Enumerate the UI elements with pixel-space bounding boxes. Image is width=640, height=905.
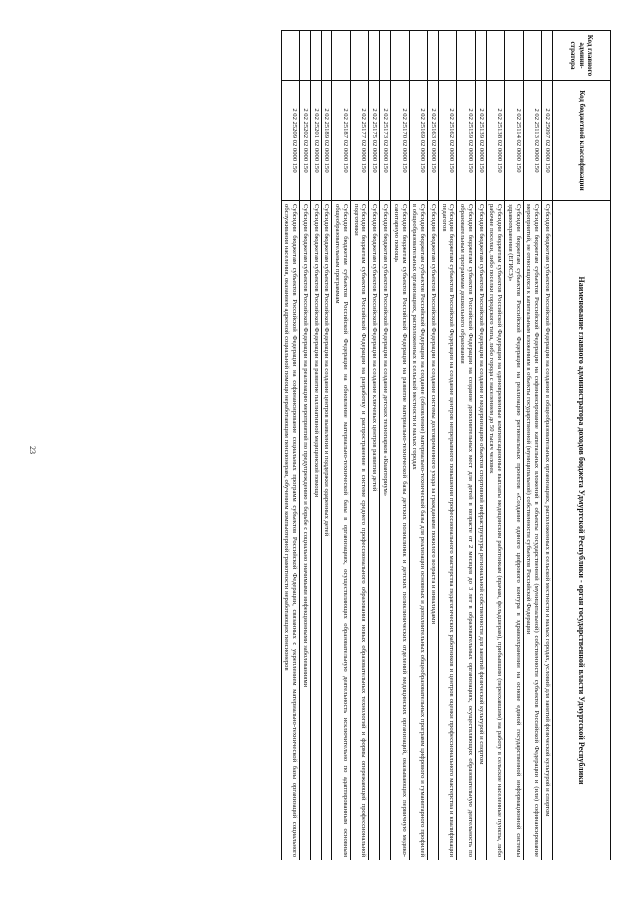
cell-budget-code: 2 02 25173 02 0000 150: [380, 81, 391, 201]
header-admin-code: Код главного админи-стратора: [553, 31, 611, 81]
header-budget-code: Код бюджетной классификации: [553, 81, 611, 201]
cell-budget-code: 2 02 25139 02 0000 150: [475, 81, 486, 201]
rotated-table-wrapper: [48, 30, 611, 860]
cell-admin-code: [542, 31, 553, 81]
cell-admin-code: [281, 31, 300, 81]
cell-revenue-name: Субсидии бюджетам субъектов Российской Федерации на создание центров непрерывного повышения профессионального мастерства педагогических работников и центров оценки профессионального мастерства и квалификации педагогов: [438, 201, 457, 861]
cell-admin-code: [438, 31, 457, 81]
cell-budget-code: 2 02 25114 02 0000 150: [505, 81, 524, 201]
cell-revenue-name: Субсидии бюджетам субъектов Российской Федерации на разработку и распространение в системе среднего профессионального образования новых образовательных технологий и формы опережающей профессиональной подготовки: [350, 201, 369, 861]
table-row: [380, 31, 391, 861]
table-row: [369, 31, 380, 861]
table-row: [542, 31, 553, 861]
header-admin-name: Наименование главного администратора доходов бюджета Удмуртской Республики - орган государственной власти Удмуртской Республики: [553, 201, 611, 861]
cell-admin-code: [409, 31, 428, 81]
cell-budget-code: 2 02 25170 02 0000 150: [390, 81, 409, 201]
cell-budget-code: 2 02 25189 02 0000 150: [321, 81, 332, 201]
table-row: [457, 31, 476, 861]
table-row: [390, 31, 409, 861]
table-row: [300, 31, 311, 861]
table-row: [409, 31, 428, 861]
cell-budget-code: 2 02 25169 02 0000 150: [409, 81, 428, 201]
cell-budget-code: 2 02 25162 02 0000 150: [438, 81, 457, 201]
table-row: [438, 31, 457, 861]
page-number: 23: [28, 446, 37, 454]
cell-admin-code: [321, 31, 332, 81]
table-row: [505, 31, 524, 861]
cell-budget-code: 2 02 25097 02 0000 150: [542, 81, 553, 201]
cell-revenue-name: Субсидии бюджетам субъектов Российской Федерации на софинансирование социальных программ субъектов Российской Федерации, связанных с укреплением материально-технической базы организаций социального обслуживания населения, оказанием адресной социальной помощи неработающим пенсионерам, обучением компьютерной грамотности неработающих пенсионеров: [281, 201, 300, 861]
document-sheet: [48, 30, 611, 860]
cell-budget-code: 2 02 25177 02 0000 150: [350, 81, 369, 201]
cell-revenue-name: Субсидии бюджетам субъектов Российской Федерации на создание дополнительных мест для детей в возрасте от 2 месяцев до 3 лет в образовательных организациях, осуществляющих образовательную деятельность по образовательным программам дошкольного образования: [457, 201, 476, 861]
table-row: [486, 31, 505, 861]
cell-budget-code: 2 02 25209 02 0000 150: [281, 81, 300, 201]
table-row: [321, 31, 332, 861]
cell-revenue-name: Субсидии бюджетам субъектов Российской Федерации на реализацию региональных проектов «Создание единого цифрового контура в здравоохранении на основе единой государственной информационной системы здравоохранения (ЕГИСЗ)»: [505, 201, 524, 861]
cell-revenue-name: Субсидии бюджетам субъектов Российской Федерации на софинансирование капитальных вложений в объекты государственной (муниципальной) собственности субъектов Российской Федерации и (или) софинансирование мероприятий, не относящихся к капитальным вложениям в объекты государственной (муниципальной) собственности субъектов Российской Федерации: [523, 201, 542, 861]
cell-admin-code: [428, 31, 439, 81]
cell-revenue-name: Субсидии бюджетам субъектов Российской Федерации на создание и модернизацию объектов спортивной инфраструктуры региональной собственности для занятий физической культурой и спортом: [475, 201, 486, 861]
table-header-row: [553, 31, 611, 861]
cell-admin-code: [475, 31, 486, 81]
cell-revenue-name: Субсидии бюджетам субъектов Российской Федерации на создание системы долговременного ухода за гражданами пожилого возраста и инвалидами: [428, 201, 439, 861]
table-row: [310, 31, 321, 861]
table-row: [428, 31, 439, 861]
cell-revenue-name: Субсидии бюджетам субъектов Российской Федерации на создание детских технопарков «Кванториум»: [380, 201, 391, 861]
cell-revenue-name: Субсидии бюджетам субъектов Российской Федерации на создание в общеобразовательных организациях, расположенных в сельской местности и малых городах, условий для занятий физической культурой и спортом: [542, 201, 553, 861]
cell-budget-code: 2 02 25163 02 0000 150: [428, 81, 439, 201]
cell-admin-code: [523, 31, 542, 81]
table-row: [523, 31, 542, 861]
cell-admin-code: [332, 31, 351, 81]
table-row: [350, 31, 369, 861]
table-row: [475, 31, 486, 861]
cell-admin-code: [369, 31, 380, 81]
cell-admin-code: [350, 31, 369, 81]
cell-admin-code: [380, 31, 391, 81]
cell-admin-code: [310, 31, 321, 81]
revenue-admin-table: [281, 30, 611, 860]
cell-revenue-name: Субсидии бюджетам субъектов Российской Федерации на развитие паллиативной медицинской помощи: [310, 201, 321, 861]
cell-budget-code: 2 02 25113 02 0000 150: [523, 81, 542, 201]
cell-revenue-name: Субсидии бюджетам субъектов Российской Федерации на единовременные компенсационные выплаты медицинским работникам (врачам, фельдшерам), прибывшим (переехавшим) на работу в сельские населенные пункты, либо рабочие поселки, либо поселки городского типа, либо города с населением до 50 тысяч человек: [486, 201, 505, 861]
cell-revenue-name: Субсидии бюджетам субъектов Российской Федерации на развитие материально-технической базы детских поликлиник и детских поликлинических отделений медицинских организаций, оказывающих первичную медико-санитарную помощь: [390, 201, 409, 861]
cell-revenue-name: Субсидии бюджетам субъектов Российской Федерации на создание ключевых центров развития детей: [369, 201, 380, 861]
cell-admin-code: [486, 31, 505, 81]
cell-revenue-name: Субсидии бюджетам субъектов Российской Федерации на обновление материально-технической базы в организациях, осуществляющих образовательную деятельность исключительно по адаптированным основным общеобразовательным программам: [332, 201, 351, 861]
cell-budget-code: 2 02 25201 02 0000 150: [310, 81, 321, 201]
table-row: [332, 31, 351, 861]
cell-admin-code: [505, 31, 524, 81]
cell-admin-code: [390, 31, 409, 81]
cell-revenue-name: Субсидии бюджетам субъектов Российской Федерации на создание центров выявления и поддержки одаренных детей: [321, 201, 332, 861]
table-row: [281, 31, 300, 861]
cell-budget-code: 2 02 25187 02 0000 150: [332, 81, 351, 201]
cell-revenue-name: Субсидии бюджетам субъектов Российской Федерации на реализацию мероприятий по предупреждению и борьбе с социально значимыми инфекционными заболеваниями: [300, 201, 311, 861]
cell-budget-code: 2 02 25175 02 0000 150: [369, 81, 380, 201]
cell-budget-code: 2 02 25138 02 0000 150: [486, 81, 505, 201]
cell-budget-code: 2 02 25159 02 0000 150: [457, 81, 476, 201]
cell-admin-code: [300, 31, 311, 81]
cell-budget-code: 2 02 25202 02 0000 150: [300, 81, 311, 201]
cell-revenue-name: Субсидии бюджетам субъектов Российской Федерации на создание (обновление) материально-технической базы для реализации основных и дополнительных общеобразовательных программ цифрового и гуманитарного профилей в общеобразовательных организациях, расположенных в сельской местности и малых городах: [409, 201, 428, 861]
cell-admin-code: [457, 31, 476, 81]
